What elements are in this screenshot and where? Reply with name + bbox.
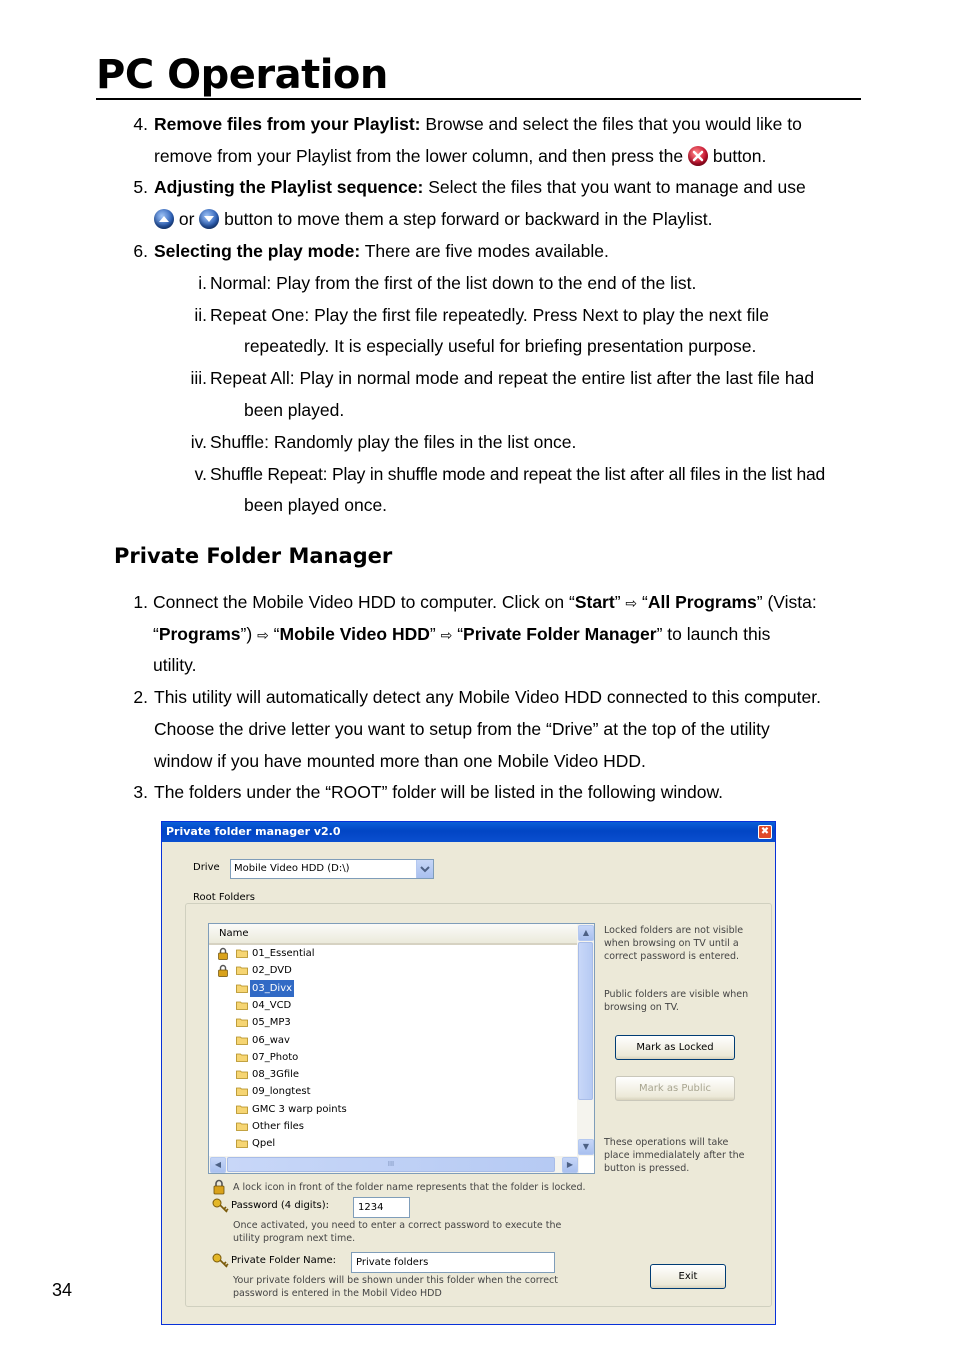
folder-icon [236, 1053, 248, 1062]
step-5-number: 5. [133, 177, 148, 197]
folder-row[interactable] [209, 1135, 578, 1152]
move-down-icon [199, 209, 219, 229]
pfm-step-3-number: 3. [133, 782, 148, 802]
folder-row[interactable] [209, 980, 578, 997]
pfm-step-3-line-1: The folders under the “ROOT” folder will be listed in the following window. [154, 782, 724, 802]
folder-row[interactable] [209, 1066, 578, 1083]
arrow-icon: ⇨ [625, 596, 638, 612]
step-6-line-1: Selecting the play mode: There are five modes available. [154, 241, 609, 261]
folder-icon [236, 949, 248, 958]
mode-1-text: Normal: Play from the first of the list down to the end of the list. [210, 273, 697, 293]
exit-button[interactable]: Exit [650, 1264, 726, 1289]
mark-as-locked-button[interactable]: Mark as Locked [615, 1035, 735, 1060]
folder-name: GMC 3 warp points [252, 1103, 347, 1115]
pfm-step-1-line-3: utility. [153, 655, 197, 675]
scroll-right-icon[interactable]: ▶ [562, 1157, 578, 1173]
folder-icon [236, 1018, 248, 1027]
section-heading: Private Folder Manager [114, 544, 393, 568]
folder-row[interactable] [209, 1083, 578, 1100]
folder-row[interactable] [209, 1101, 578, 1118]
private-folder-manager-dialog [161, 821, 776, 1325]
mode-4-number: iv. [190, 432, 207, 452]
folder-name: 07_Photo [252, 1051, 299, 1063]
mode-3-number: iii. [190, 368, 207, 388]
mark-as-public-button[interactable]: Mark as Public [615, 1076, 735, 1101]
folder-name: Other files [252, 1121, 305, 1132]
password-note-1: Once activated, you need to enter a correct password to execute the [233, 1220, 562, 1231]
mode-5-text-1: Shuffle Repeat: Play in shuffle mode and repeat the list after all files in the list had [210, 464, 826, 484]
private-folder-name-label: Private Folder Name: [231, 1255, 336, 1266]
folder-icon [236, 966, 248, 975]
root-folders-label: Root Folders [193, 892, 255, 903]
public-info: Public folders are visible when browsing on TV. [604, 989, 749, 1013]
drive-select-value: Mobile Video HDD (D:\) [234, 863, 350, 874]
pfm-step-2-line-2: Choose the drive letter you want to setup from the “Drive” at the top of the utility [154, 719, 770, 739]
folder-name: 02_DVD [252, 965, 292, 977]
folder-icon [236, 1001, 248, 1010]
folder-row[interactable] [209, 997, 578, 1014]
dialog-title: Private folder manager v2.0 [166, 825, 341, 838]
folder-icon [236, 1036, 248, 1045]
folder-row[interactable] [209, 1118, 578, 1135]
page-number: 34 [52, 1280, 73, 1300]
folder-icon [236, 1087, 248, 1096]
close-button[interactable]: ✖ [758, 825, 772, 839]
folder-row[interactable] [209, 1014, 578, 1031]
chevron-down-icon[interactable] [416, 860, 433, 878]
folder-name: 05_MP3 [252, 1017, 291, 1029]
folder-name: 06_wav [252, 1034, 290, 1046]
folder-name: 09_longtest [252, 1086, 311, 1098]
mode-2-text-1: Repeat One: Play the first file repeatedly. Press Next to play the next file [210, 305, 769, 325]
folder-name: 03_Divx [250, 980, 294, 997]
lock-icon [217, 947, 229, 960]
step-6-number: 6. [133, 241, 148, 261]
folder-name: 04_VCD [252, 999, 292, 1011]
key-icon [212, 1198, 230, 1214]
mode-5-number: v. [194, 464, 207, 484]
remove-icon [688, 146, 708, 166]
step-4-number: 4. [133, 114, 148, 134]
mode-2-number: ii. [194, 305, 207, 325]
pfm-step-2-number: 2. [133, 687, 148, 707]
password-note-2: utility program next time. [233, 1233, 356, 1244]
folder-name: 08_3Gfile [252, 1069, 300, 1081]
mode-2-text-2: repeatedly. It is especially useful for briefing presentation purpose. [244, 336, 757, 356]
folder-list[interactable] [208, 923, 595, 1174]
folder-row[interactable] [209, 1049, 578, 1066]
mode-4-text: Shuffle: Randomly play the files in the list once. [210, 432, 577, 452]
step-5-line-1: Adjusting the Playlist sequence: Select the files that you want to manage and use [154, 177, 806, 197]
folder-icon [236, 1122, 248, 1131]
password-label: Password (4 digits): [231, 1200, 329, 1211]
private-note-2: password is entered in the Mobil Video HDD [233, 1288, 442, 1299]
folder-icon [236, 1139, 248, 1148]
lock-icon [212, 1179, 226, 1195]
pfm-step-2-line-1: This utility will automatically detect any Mobile Video HDD connected to this computer. [154, 687, 821, 707]
step-4-line-1: Remove files from your Playlist: Browse and select the files that you would like to [154, 114, 802, 134]
operations-info: These operations will take place immedialately after the button is pressed. [604, 1137, 745, 1174]
step-5-line-2: or button to move them a step forward or backward in the Playlist. [154, 208, 712, 230]
scroll-thumb[interactable] [578, 942, 593, 1100]
mode-5-text-2: been played once. [244, 495, 388, 515]
folder-name: 01_Essential [252, 948, 315, 959]
locked-info: Locked folders are not visible when browsing on TV until a correct password is entered. [604, 925, 744, 962]
horizontal-scrollbar[interactable] [209, 1156, 579, 1173]
step-4-line-2: remove from your Playlist from the lower column, and then press the button. [154, 146, 767, 166]
arrow-icon: ⇨ [257, 628, 269, 644]
move-up-icon [154, 209, 174, 229]
dialog-titlebar[interactable] [162, 822, 775, 842]
folder-icon [236, 1070, 248, 1079]
title-rule [96, 98, 861, 100]
pfm-step-1-line-2: “Programs”) ⇨ “Mobile Video HDD” ⇨ “Private Folder Manager” to launch this [153, 624, 771, 644]
mode-3-text-1: Repeat All: Play in normal mode and repeat the entire list after the last file had [210, 368, 815, 388]
folder-icon [236, 1105, 248, 1114]
lock-icon [217, 964, 229, 977]
vertical-scrollbar[interactable] [577, 924, 594, 1156]
scroll-up-icon[interactable]: ▲ [578, 925, 594, 941]
scroll-left-icon[interactable]: ◀ [210, 1157, 226, 1173]
drive-select[interactable] [230, 859, 434, 879]
folder-row[interactable] [209, 962, 578, 979]
lock-note: A lock icon in front of the folder name represents that the folder is locked. [233, 1182, 586, 1193]
drive-label: Drive [193, 862, 220, 873]
private-folder-name-input[interactable]: Private folders [351, 1252, 555, 1273]
password-input[interactable]: 1234 [353, 1197, 410, 1218]
folder-name: Qpel [252, 1138, 276, 1150]
folder-icon [236, 984, 248, 993]
pfm-step-2-line-3: window if you have mounted more than one Mobile Video HDD. [154, 751, 646, 771]
key-icon [212, 1253, 230, 1269]
mode-1-number: i. [198, 273, 207, 293]
scroll-down-icon[interactable]: ▼ [578, 1139, 594, 1155]
private-note-1: Your private folders will be shown under this folder when the correct [233, 1275, 558, 1286]
folder-row[interactable] [209, 945, 578, 962]
page-title: PC Operation [96, 52, 388, 98]
arrow-icon: ⇨ [440, 628, 453, 644]
folder-row[interactable] [209, 1032, 578, 1049]
pfm-step-1-line-1: Connect the Mobile Video HDD to computer. Click on “Start” ⇨ “All Programs” (Vista: [153, 592, 817, 612]
pfm-step-1-number: 1. [133, 592, 148, 612]
mode-3-text-2: been played. [244, 400, 345, 420]
scroll-thumb-horizontal[interactable]: III [227, 1157, 555, 1172]
column-header-name[interactable]: Name [209, 924, 579, 945]
